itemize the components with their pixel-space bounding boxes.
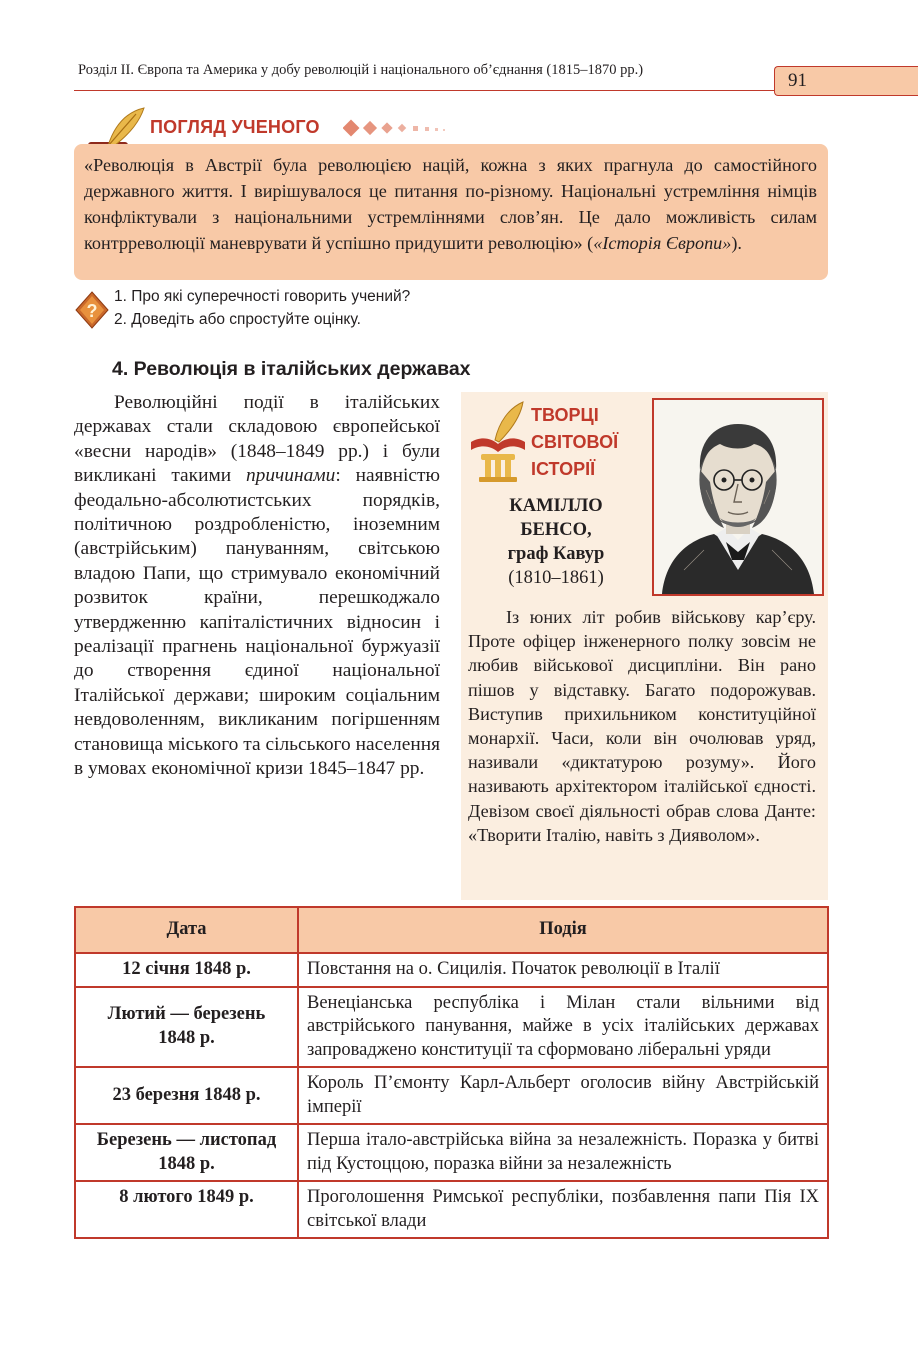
body-text-part: : наявністю феодально-абсолютистських порядків, політичною роздробленістю, іноземним (австрійським) пануванням, світською владою Папи, що стримувало економічний розвиток країни, перешкоджало утвердженню капіталістичних відносин і реалізації прагнень національної буржуазії до створення єдиної національної Італійської держави; широким соціальним невдоволенням, викликаним погіршенням становища міського та сільського населення в умовах економічної кризи 1845–1847 рр. <box>74 465 440 780</box>
event-date: Березень — листопад 1848 р. <box>75 1124 298 1181</box>
table-row <box>75 1067 828 1124</box>
event-description: Перша італо-австрійська війна за незалежність. Поразка у битві під Кустоццою, поразка війни за незалежність <box>298 1124 828 1181</box>
event-date: 8 лютого 1849 р. <box>75 1181 298 1238</box>
portrait-illustration <box>654 400 822 594</box>
table-header-row <box>75 907 828 953</box>
creators-heading-line: ІСТОРІЇ <box>531 459 596 479</box>
biography-text: Із юних літ робив військову кар’єру. Проте офіцер інженерного полку зовсім не любив військової дисципліни. Він рано пішов у відставку. Багато подорожував. Виступив прихильником конституційної монархії. Часи, коли він очолював уряд, називали «диктатурою розуму». Його називають архітектором італійської єдності. Девізом своєї діяльності обрав слова Данте: «Творити Італію, навіть з Дияволом». <box>468 607 816 845</box>
event-date: Лютий — березень 1848 р. <box>75 987 298 1068</box>
event-description: Проголошення Римської республіки, позбавлення папи Пія IX світської влади <box>298 1181 828 1238</box>
table-row <box>75 953 828 987</box>
question-1: 1. Про які суперечності говорить учений? <box>114 288 411 305</box>
body-text-part: Революційні події в італійських державах стали складовою європейської «весни народів» (1848–1849 рр.) і були викликані такими <box>74 392 440 487</box>
creators-heading-line: ТВОРЦІ <box>531 405 599 425</box>
section-body <box>74 391 440 782</box>
person-title: граф Кавур <box>507 544 605 564</box>
person-name-line: КАМІЛЛО <box>509 496 603 516</box>
portrait-cavour <box>652 398 824 596</box>
running-header: Розділ ІІ. Європа та Америка у добу революцій і національного об’єднання (1815–1870 рр.) <box>78 62 644 78</box>
page-number: 91 <box>788 70 807 91</box>
svg-text:?: ? <box>86 301 98 321</box>
section-heading: 4. Революція в італійських державах <box>112 358 471 380</box>
event-date: 12 січня 1848 р. <box>75 953 298 987</box>
person-name <box>466 494 646 542</box>
events-table <box>74 906 829 1239</box>
question-diamond-icon <box>74 290 110 330</box>
ornament-icon <box>343 119 463 139</box>
question-2: 2. Доведіть або спростуйте оцінку. <box>114 311 361 328</box>
scholar-quote <box>84 152 817 256</box>
quill-book-column-icon <box>467 398 529 484</box>
table-row <box>75 1124 828 1181</box>
body-emphasis: причинами <box>245 465 336 487</box>
event-description: Повстання на о. Сицилія. Початок революції в Італії <box>298 953 828 987</box>
creators-heading <box>531 402 641 483</box>
table-row <box>75 1181 828 1238</box>
quote-body: «Революція в Австрії була революцією націй, кожна з яких прагнула до самостійного державного життя. І вирішувалося це питання по-різному. Національні устремління німців конфліктували з національними устремліннями слов’ян. Це дало можливість силам контрреволюції маневрувати й успішно придушити революцію» ( <box>84 155 817 253</box>
event-description: Венеціанська республіка і Мілан стали вільними від австрійського панування, майже в усіх італійських державах запроваджено конституції та сформовано ліберальні уряди <box>298 987 828 1068</box>
person-biography <box>468 605 816 847</box>
person-name-line: БЕНСО, <box>520 520 592 540</box>
table-row <box>75 987 828 1068</box>
event-description: Король П’ємонту Карл-Альберт оголосив війну Австрійській імперії <box>298 1067 828 1124</box>
column-header-event: Подія <box>298 907 828 953</box>
creators-heading-line: СВІТОВОЇ <box>531 432 619 452</box>
event-date: 23 березня 1848 р. <box>75 1067 298 1124</box>
column-header-date: Дата <box>75 907 298 953</box>
scholar-view-heading: ПОГЛЯД УЧЕНОГО <box>150 117 320 137</box>
quote-end: ). <box>731 233 742 253</box>
person-years: (1810–1861) <box>508 568 604 588</box>
quote-source: «Історія Європи» <box>593 233 732 253</box>
header-rule <box>74 90 778 91</box>
